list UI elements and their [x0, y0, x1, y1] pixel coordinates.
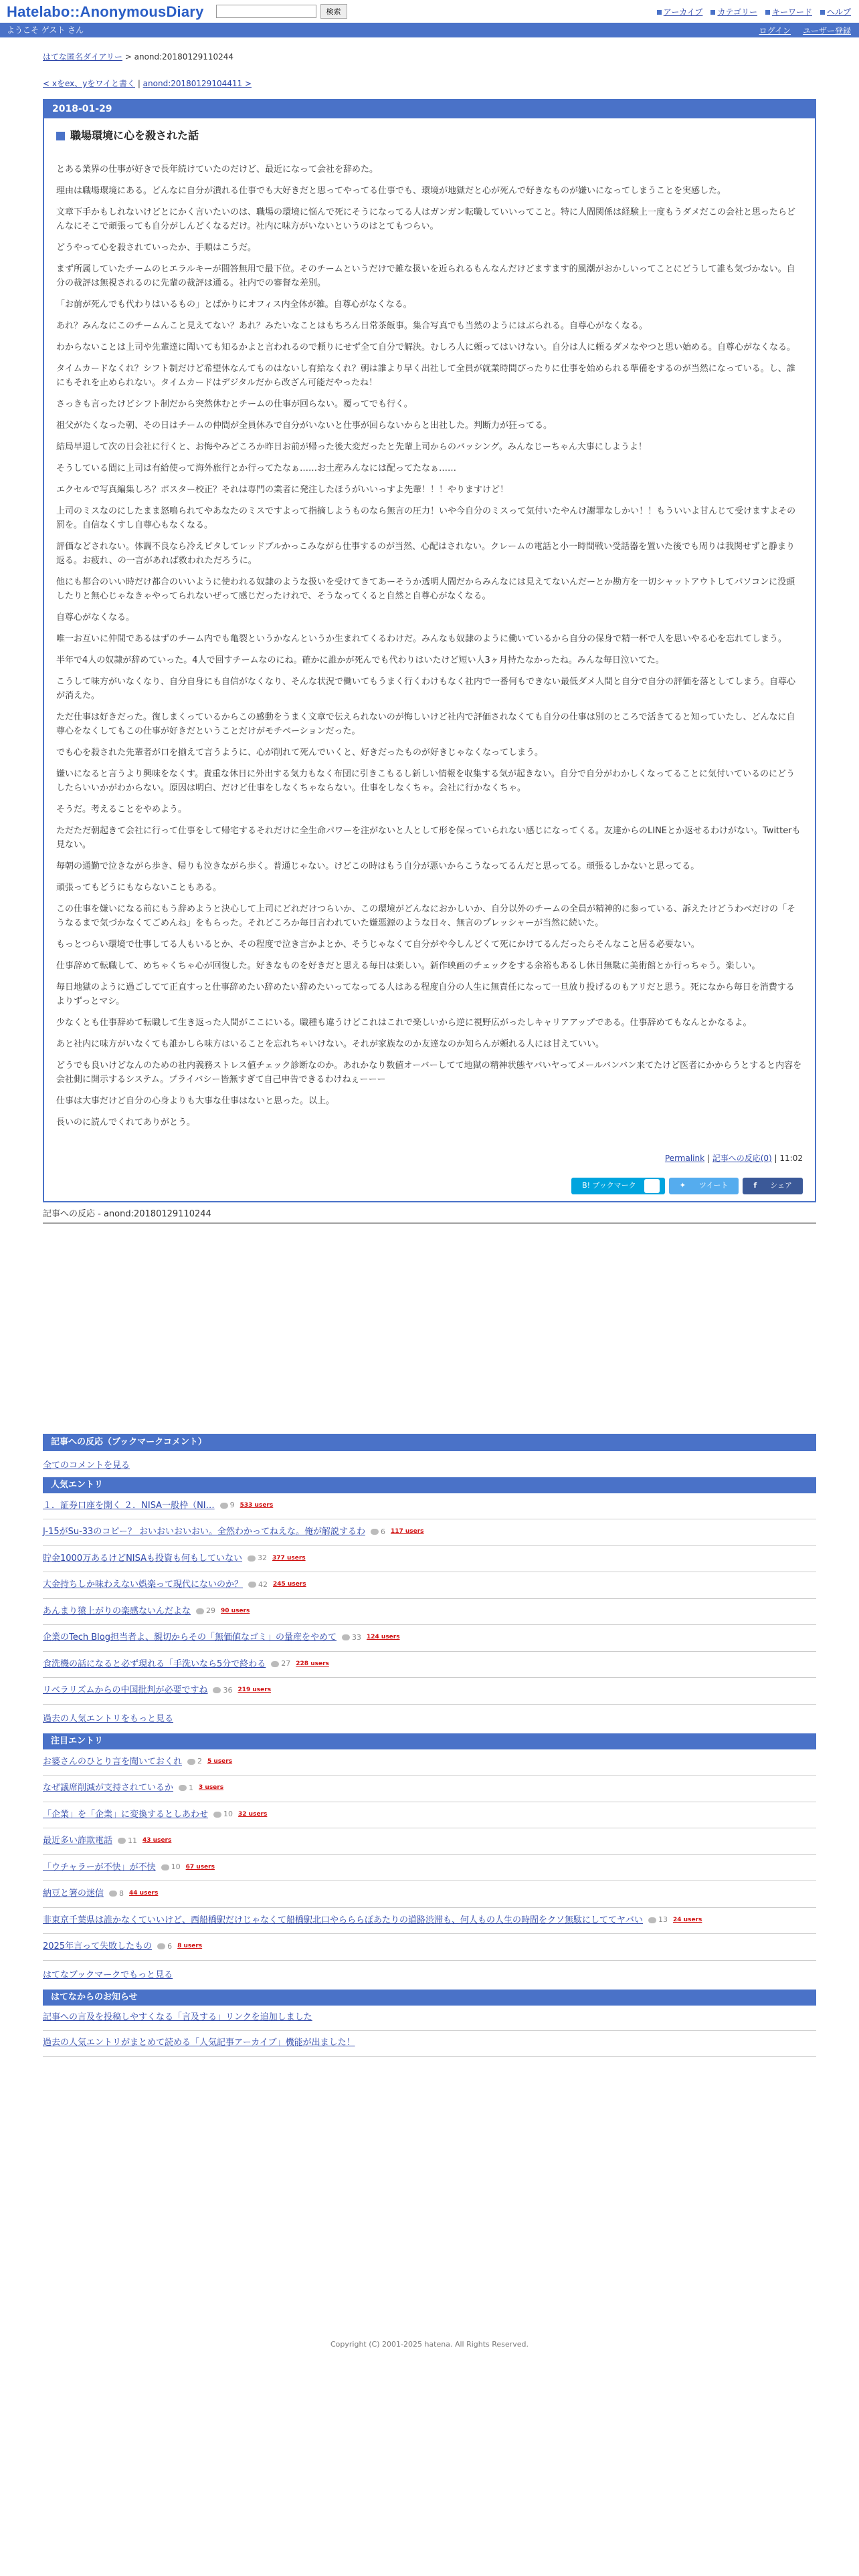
entry-paragraph: ただ仕事は好きだった。復しまくっているからこの感動をうまく文章で伝えられないのが悔しいけど社内で評価されなくても自分の仕事は別のところで活きてると知っていたし、どんなに自尊心をなくしてもこの仕事が好きだということだけがモチベーションだった。 — [56, 712, 795, 736]
entry-paragraph: 毎朝の通勤で泣きながら歩き、帰りも泣きながら歩く。普通じゃない。けどこの時はもう自分が悪いからこうなってるんだと思ってる。頑張るしかないと思ってる。 — [56, 861, 700, 871]
entry-paragraph: 頑張ってもどうにもならないこともある。 — [56, 883, 222, 893]
comment-bubble-icon — [187, 1759, 195, 1765]
entry-paragraph: あれ？みんなにこのチームんこと見えてない？あれ？みたいなことはもちろん日常茶飯事。集合写真でも当然のようにはぶられる。自尊心がなくなる。 — [56, 321, 648, 331]
entry-paragraph: 他にも都合のいい時だけ都合のいいように使われる奴隷のような扱いを受けてきてあーそうか透明人間だからみんなには見えてないんだーとか勘方を一切シャットアウトしてパソコンに没頭したりと無心じゃなきゃやってられないぜって感じだったけれで、そうなってくると自然と自尊心がなくなる。 — [56, 577, 795, 601]
pager-separator: | — [135, 79, 143, 88]
comments-section-title: 記事への反応（ブックマークコメント） — [43, 1434, 816, 1451]
bookmark-users-badge[interactable]: 117 users — [390, 1528, 424, 1535]
comment-bubble-icon — [157, 1943, 165, 1949]
user-bar — [0, 23, 859, 37]
entry-link[interactable]: なぜ議席削減が支持されているか — [43, 1783, 174, 1793]
facebook-share-button[interactable] — [743, 1178, 803, 1194]
comment-count — [342, 1632, 361, 1644]
entry-paragraph: そうしている間に上司は有給使って海外旅行とか行ってたなぁ……お土産みんなには配ってたなぁ…… — [56, 463, 457, 473]
comment-count-value: 29 — [206, 1606, 216, 1615]
comment-count-value: 33 — [352, 1632, 361, 1642]
breadcrumb-separator: > — [122, 52, 134, 62]
list-item — [43, 1881, 816, 1908]
entry-link[interactable]: 大金持ちしか味わえない娯楽って現代にないのか？ — [43, 1580, 244, 1590]
entry-paragraph: 長いのに読んでくれてありがとう。 — [56, 1117, 196, 1128]
comment-count — [196, 1606, 215, 1617]
bookmark-label: B! ブックマーク — [582, 1181, 636, 1190]
entry-paragraph: 祖父がたくなった朝、その日はチームの仲間が全員休みで自分がいないと仕事が回らないからと出社した。判断力が狂ってる。 — [56, 421, 553, 431]
entry-date: 2018-01-29 — [44, 100, 815, 118]
register-link[interactable]: ユーザー登録 — [802, 26, 851, 35]
comment-count — [118, 1836, 137, 1847]
bookmark-users-badge[interactable]: 44 users — [129, 1890, 159, 1897]
bookmark-users-badge[interactable]: 8 users — [177, 1943, 203, 1949]
news-item — [43, 2006, 816, 2032]
comment-count — [109, 1889, 124, 1900]
top-bar — [0, 0, 859, 23]
bookmark-users-badge[interactable]: 43 users — [142, 1837, 172, 1844]
bookmark-users-badge[interactable]: 124 users — [367, 1634, 400, 1640]
keyword-link[interactable] — [765, 6, 812, 18]
entry-paragraph: 仕事は大事だけど自分の心身よりも大事な仕事はないと思った。以上。 — [56, 1096, 335, 1106]
entry-paragraph: 「お前が死んでも代わりはいるもの」とばかりにオフィス内全体が雑。自尊心がなくなる。 — [56, 300, 412, 310]
help-link[interactable] — [820, 6, 851, 18]
comment-count-value: 10 — [223, 1810, 233, 1818]
archive-link[interactable] — [657, 6, 703, 18]
bookmark-users-badge[interactable]: 3 users — [199, 1784, 224, 1791]
comment-count-value: 1 — [189, 1783, 194, 1792]
entry-paragraph: とある業界の仕事が好きで長年続けていたのだけど、最近になって会社を辞めた。 — [56, 165, 379, 175]
comment-count-value: 9 — [229, 1501, 235, 1509]
hatena-bookmark-button[interactable] — [571, 1178, 665, 1194]
comment-bubble-icon — [179, 1785, 187, 1791]
entry-footer — [56, 1152, 803, 1164]
list-item — [43, 1519, 816, 1546]
search-input[interactable] — [216, 5, 316, 18]
blank-area — [43, 1224, 816, 1424]
comment-count — [371, 1527, 385, 1538]
breadcrumb — [43, 51, 816, 63]
comment-count-value: 8 — [119, 1889, 124, 1898]
comment-bubble-icon — [213, 1687, 221, 1693]
comment-count — [213, 1685, 232, 1697]
entry-paragraph: もっとつらい環境で仕事してる人もいるとか、その程度で泣き言かよとか、そうじゃなくて自分がや今しんどくて死にかけてるんだったらそんなこと居る必要ない。 — [56, 940, 700, 950]
comment-bubble-icon — [648, 1917, 656, 1923]
bookmark-users-badge[interactable]: 377 users — [272, 1554, 306, 1562]
comment-bubble-icon — [196, 1608, 204, 1614]
entry-link[interactable]: １．証券口座を開く ２．NISA一般枠（NI… — [43, 1500, 215, 1511]
entry-paragraph: どうでも良いけどなんのための社内義務ストレス値チェック診断なのか。あれかなり数値オーバーしてて地獄の精神状態ヤバいヤってメールバンバン来てたけど医者にかからうとすると内容を会社側に開示するシステム。プライバシー皆無すぎて自己申告できるわけねぇーーー — [56, 1061, 802, 1085]
comment-count — [220, 1500, 235, 1511]
login-link[interactable]: ログイン — [759, 26, 791, 35]
all-comments-row — [43, 1451, 816, 1478]
breadcrumb-home[interactable]: はてな匿名ダイアリー — [43, 52, 122, 62]
list-item — [43, 1625, 816, 1652]
list-item — [43, 1934, 816, 1961]
top-links — [657, 6, 851, 18]
entry-link[interactable]: 非東京千葉県は誰かなくていいけど、西船橋駅だけじゃなくて船橋駅北口やらららぽあたりの道路渋滞も、何人もの人生の時間をクソ無駄にしててヤバい — [43, 1915, 644, 1925]
entry-paragraph: 評価などされない。体調不良なら冷えピタしてレッドブルかっこみながら仕事するのが当然、心配はされない。クレームの電話と小一時間戦い受話器を置いた後でも周りは我関せずと静まり返る。お疲れ、の一言があれば救われただろうに。 — [56, 542, 795, 566]
comment-count — [179, 1783, 193, 1794]
comment-bubble-icon — [248, 1555, 256, 1562]
comment-count — [271, 1658, 290, 1670]
entry-link[interactable]: 2025年言って失敗したもの — [43, 1941, 153, 1951]
entry-time: 11:02 — [779, 1154, 803, 1163]
popular-list — [43, 1493, 816, 1705]
entry-paragraph: 上司のミスなのにしたまま怒鳴られてやあなたのミスですよって指摘しようものなら無言の圧力！いや今自分のミスって気付いたやんけ謝罪なしかい！！もういいよ甘んじて受けますよその罰を。自信なくすし自尊心もなくなる。 — [56, 506, 796, 530]
user-links — [759, 25, 851, 37]
footer-separator: | — [771, 1154, 780, 1163]
entry-paragraph: あと社内に味方がいなくても誰かしら味方はいることを忘れちゃいけない。それが家族なのか友達なのか知らんが頼れる人には甘えていい。 — [56, 1039, 605, 1049]
copyright: Copyright (C) 2001-2025 hatena. All Rights Reserved. — [330, 2339, 529, 2349]
list-item — [43, 1749, 816, 1776]
list-item — [43, 1599, 816, 1626]
comment-bubble-icon — [161, 1864, 169, 1870]
entry-text — [56, 163, 803, 1130]
tweet-button[interactable] — [669, 1178, 739, 1194]
entry-body — [44, 118, 815, 1201]
entry-paragraph: 仕事辞めて転職して、めちゃくちゃ心が回復した。好きなものを好きだと思える毎日は楽しい。新作映画のチェックをする余裕もあるし休日無駄に美術館とか行っちゃう。楽しい。 — [56, 961, 761, 971]
entry-title — [56, 128, 803, 144]
news-item — [43, 2031, 816, 2057]
comment-count-value: 6 — [380, 1527, 385, 1536]
site-logo[interactable]: Hatelabo::AnonymousDiary — [7, 3, 204, 20]
search-button[interactable]: 検索 — [320, 4, 347, 19]
bookmark-users-badge[interactable]: 32 users — [238, 1810, 268, 1818]
entry-paragraph: 唯一お互いに仲間であるはずのチーム内でも亀裂というかなんというか生まれてくるわけだ。みんなも奴隷のように働いているから自分の保身で精一杯で人を思いやる心を忘れてしまう。 — [56, 634, 787, 644]
entry-paragraph: そうだ。考えることをやめよう。 — [56, 804, 187, 815]
popular-more-row — [43, 1705, 816, 1734]
bookmark-users-badge[interactable]: 24 users — [673, 1916, 702, 1923]
footer-separator: | — [704, 1154, 712, 1163]
facebook-label: シェア — [770, 1181, 792, 1190]
keyword-link-label: キーワード — [771, 7, 812, 17]
notable-more-row — [43, 1961, 816, 1990]
list-item — [43, 1652, 816, 1679]
entry-link[interactable]: J-15がSu-33のコピー？ おいおいおいおい。全然わかってねえな。俺が解説するわ — [43, 1527, 365, 1537]
comment-count-value: 32 — [258, 1553, 268, 1562]
list-item — [43, 1776, 816, 1802]
bookmark-users-badge[interactable]: 219 users — [237, 1687, 272, 1693]
square-bullet-icon — [657, 10, 662, 15]
news-link[interactable]: 過去の人気エントリがまとめて読める「人気記事アーカイブ」機能が出ました！ — [43, 2038, 355, 2048]
entry-paragraph: さっきも言ったけどシフト制だから突然休むとチームの仕事が回らない。覆ってでも行く。 — [56, 399, 413, 409]
bookmark-users-badge[interactable]: 90 users — [221, 1607, 250, 1614]
bird-icon: ✦ — [679, 1181, 686, 1190]
entry-link[interactable]: 「ウチャラーが不快」が不快 — [43, 1862, 156, 1872]
comment-count-value: 42 — [258, 1580, 268, 1589]
bookmark-users-badge[interactable]: 5 users — [207, 1757, 233, 1765]
notable-more-link[interactable]: はてなブックマークでもっと見る — [43, 1969, 173, 1980]
comment-bubble-icon — [248, 1582, 256, 1588]
entry-paragraph: エクセルで写真編集しろ？ポスター校正？それは専門の業者に発注したほうがいいっすよ先輩！！！やりますけど！ — [56, 485, 509, 495]
comment-count — [161, 1862, 181, 1873]
entry-paragraph: わからないことは上司や先輩達に聞いても知るかよと言われるので頼りにせず全て自分で解決。むしろ人に頼ってはいけない。自分は人に頼るダメなやつと思い始める。自尊心がなくなる。 — [56, 342, 796, 352]
list-item — [43, 1908, 816, 1935]
entry-paragraph: この仕事を嫌いになる前にもう辞めようと決心して上司にどれだけつらいか、この環境がどんなにおかしいか、自分以外のチームの全員が精神的に参っている、訴えたけどうわべだけの「そうなるまで気づかなくてごめんね」をもらった。それどころか毎日言われていた嫌悪源のような日々、無言のプレッシャーが当然に続いた。 — [56, 904, 796, 928]
list-item — [43, 1802, 816, 1829]
diary-entry — [43, 99, 816, 1202]
comment-bubble-icon — [213, 1812, 221, 1818]
comment-count-value: 6 — [167, 1941, 173, 1951]
entry-paragraph: 文章下手かもしれないけどとにかく言いたいのは、職場の環境に悩んで死にそうになってる人はガンガン転職していいってこと。特に人間関係は経験上一度もうダメだこの会社と思ったらどんなにそこで頑張っても自分がしんどくなるだけ。社内に味方がいないというのはとてもつらい。 — [56, 207, 796, 231]
breadcrumb-current: anond:20180129110244 — [134, 52, 234, 62]
entry-paragraph: 毎日地獄のように過ごしてて正直すっと仕事辞めたい辞めたい辞めたいってなってる人はある程度自分の人生に無責任になって一旦放り投げるのもアリだと思う。死になから毎日を消費するよりずっとマシ。 — [56, 982, 795, 1006]
bookmark-users-badge[interactable]: 67 users — [185, 1863, 215, 1870]
list-item — [43, 1546, 816, 1573]
entry-paragraph: 嫌いになると言うより興味をなくす。貴重な休日に外出する気力もなく布団に引きこもるし新しい情報を収集する気が起きない。自分で自分がわかしくなってることに気付いているのにどうしたらいいかがわからない。原因は明白、だけど仕事をしなくちゃならない。仕事をしなくちゃ。会社に行かなくちゃ。 — [56, 769, 795, 793]
entry-paragraph: 結局早退して次の日会社に行くと、お悔やみどころか昨日お前が帰った後大変だったと先輩上司からのバッシング。みんなじーちゃん大事にしようよ！ — [56, 442, 647, 452]
square-bullet-icon — [820, 10, 825, 15]
share-buttons — [56, 1178, 803, 1194]
comment-bubble-icon — [118, 1838, 126, 1844]
welcome-text: ようこそ ゲスト さん — [7, 25, 84, 35]
list-item — [43, 1828, 816, 1855]
comment-bubble-icon — [220, 1503, 228, 1509]
next-entry-link[interactable]: anond:20180129104411 > — [142, 79, 252, 88]
notable-list — [43, 1749, 816, 1961]
popular-section-title: 人気エントリ — [43, 1477, 816, 1493]
comment-bubble-icon — [371, 1529, 379, 1535]
comment-count-value: 13 — [658, 1915, 668, 1924]
entry-paragraph: ただただ朝起きて会社に行って仕事をして帰宅するそれだけに全生命パワーを注がないと人として形を保っていられない感じになってくる。友達からのLINEとか返せるわけがない。Twitterも見ない。 — [56, 826, 801, 850]
category-link[interactable] — [710, 6, 757, 18]
entry-pager — [43, 78, 816, 90]
entry-link[interactable]: 最近多い詐欺電話 — [43, 1836, 113, 1846]
entry-paragraph: でも心を殺された先輩者が口を揃えて言うように、心が削れて死んでいくと、好きだったものが好きじゃなくなってしまう。 — [56, 748, 544, 758]
comment-count-value: 2 — [197, 1757, 203, 1765]
comment-count — [157, 1941, 172, 1953]
all-comments-link[interactable]: 全てのコメントを見る — [43, 1460, 130, 1471]
news-section-title: はてなからのお知らせ — [43, 1990, 816, 2006]
entry-link[interactable]: 食洗機の話になると必ず現れる「手洗いなら5分で終わる — [43, 1658, 266, 1669]
entry-paragraph: 少なくとも仕事辞めて転職して生き返った人間がここにいる。職種も違うけどこれはこれで楽しいから逆に視野広がったしキャリアアップである。仕事辞めてもなんとかなるよ。 — [56, 1018, 752, 1028]
tweet-label: ツイート — [698, 1181, 729, 1190]
comment-bubble-icon — [342, 1634, 350, 1640]
news-link[interactable]: 記事への言及を投稿しやすくなる「言及する」リンクを追加しました — [43, 2012, 312, 2022]
entry-link[interactable]: お婆さんのひとり言を聞いておくれ — [43, 1756, 183, 1767]
comment-bubble-icon — [109, 1891, 117, 1897]
reaction-link[interactable]: 記事への反応(0) — [712, 1154, 772, 1163]
comment-count-value: 27 — [281, 1659, 291, 1668]
entry-link[interactable]: 企業のTech Blog担当者よ、親切からその「無価値なゴミ」の量産をやめて — [43, 1632, 337, 1642]
entry-link[interactable]: リベラリズムからの中国批判が必要ですね — [43, 1685, 208, 1695]
facebook-icon: f — [753, 1181, 757, 1190]
entry-paragraph: まず所属していたチームのヒエラルキーが間答無用で最下位。そのチームというだけで雑な扱いを近られるもんなんだけどますます的風潮がおかしいってことにどうして誰も気づかない。自分の裁評は無視されるのに先輩の裁評は通る。社内での審督な差別。 — [56, 264, 795, 288]
comment-count-value: 36 — [223, 1685, 233, 1695]
bookmark-users-badge[interactable]: 228 users — [296, 1660, 329, 1667]
entry-link[interactable]: あんまり猿上がりの楽感ないんだよな — [43, 1606, 191, 1616]
entry-link[interactable]: 納豆と箸の迷信 — [43, 1889, 104, 1899]
permalink[interactable]: Permalink — [664, 1154, 705, 1163]
comment-count — [248, 1553, 267, 1564]
entry-paragraph: 自尊心がなくなる。 — [56, 613, 135, 623]
category-link-label: カテゴリー — [717, 7, 757, 17]
help-link-label: ヘルプ — [826, 7, 851, 17]
entry-paragraph: どうやって心を殺されていったか、手順はこうだ。 — [56, 243, 257, 253]
entry-link[interactable]: 「企業」を「企業」に変換するとしあわせ — [43, 1809, 209, 1820]
square-bullet-icon — [765, 10, 770, 15]
news-list — [43, 2006, 816, 2057]
list-item — [43, 1493, 816, 1520]
comment-count-value: 10 — [171, 1862, 181, 1871]
comment-count — [187, 1756, 202, 1767]
entry-paragraph: タイムカードなくれ？シフト制だけど希望休なんてものはないし有給なくれ？朝は誰より早く出社して全員が就業時間ぴったりに仕事を始められる準備をするのが当然になっている。し、誰にもそれを止められない。タイムカードはデジタルだから改ざん可能だやったね！ — [56, 364, 795, 388]
popular-more-link[interactable]: 過去の人気エントリをもっと見る — [43, 1713, 174, 1724]
comment-count — [248, 1580, 268, 1591]
entry-title-text: 職場環境に心を殺された話 — [70, 129, 199, 142]
comment-count-value: 11 — [128, 1836, 138, 1845]
entry-paragraph: 半年で4人の奴隷が辞めていった。4人で回すチームなのにね。確かに誰かが死んでも代わりはいたけど短い人3ヶ月持たなかったね。みんな毎日泣いてた。 — [56, 655, 664, 665]
comment-count — [213, 1809, 233, 1820]
title-square-icon — [56, 132, 65, 140]
prev-entry-link[interactable]: < xをex、yをワイと書く — [43, 79, 135, 88]
entry-link[interactable]: 貯金1000万あるけどNISAも投資も何もしていない — [43, 1553, 243, 1564]
archive-link-label: アーカイブ — [663, 7, 703, 17]
list-item — [43, 1572, 816, 1599]
square-bullet-icon — [710, 10, 715, 15]
reaction-title: 記事への反応 - anond:20180129110244 — [43, 1202, 816, 1224]
comment-count — [648, 1915, 668, 1926]
entry-paragraph: 理由は職場環境にある。どんなに自分が潰れる仕事でも大好きだと思ってやってる仕事でも、環境が地獄だと心が死んで好きなものが嫌いになってしまうことを実感した。 — [56, 186, 727, 196]
bookmark-count: 0 — [644, 1179, 660, 1193]
notable-section-title: 注目エントリ — [43, 1733, 816, 1749]
comment-bubble-icon — [271, 1661, 279, 1667]
main-content — [43, 37, 816, 2350]
list-item — [43, 1678, 816, 1705]
entry-paragraph: こうして味方がいなくなり、自分自身にも自信がなくなり、そんな状況で働いてもうまく行くわけもなく社内で一番何もできない最低ダメ人間と自分で自分の評価を落としてしまう。自尊心が消えた。 — [56, 677, 796, 701]
bookmark-users-badge[interactable]: 533 users — [240, 1501, 274, 1509]
bookmark-users-badge[interactable]: 245 users — [273, 1581, 306, 1588]
list-item — [43, 1855, 816, 1882]
